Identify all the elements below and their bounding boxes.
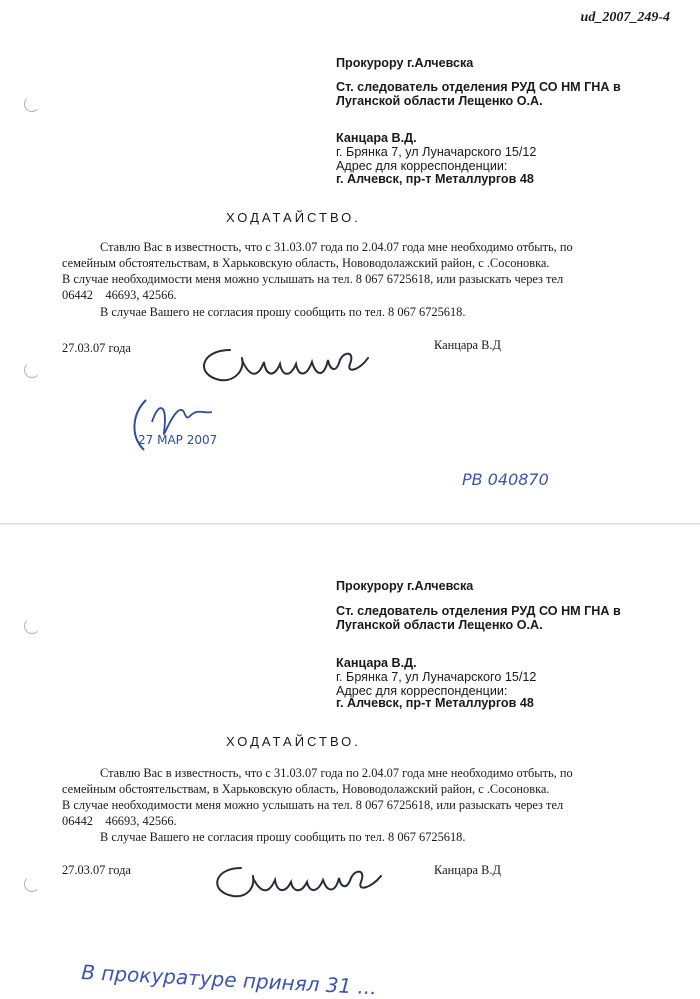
- date: 27.03.07 года: [62, 863, 131, 877]
- correspondence-address: г. Алчевск, пр-т Металлургов 48: [336, 172, 534, 186]
- paragraph-2-line-2: 06442 46693, 42566.: [62, 288, 177, 302]
- paragraph-1-line-1: Ставлю Вас в известность, что с 31.03.07 года по 2.04.07 года мне необходимо отбыть, по: [100, 240, 573, 254]
- document-id: ud_2007_249-4: [580, 10, 670, 25]
- paragraph-2-line-1: В случае необходимости меня можно услышать на тел. 8 067 6725618, или разыскать через тел: [62, 798, 564, 812]
- petition-title: ХОДАТАЙСТВО.: [226, 734, 361, 749]
- investigator-line-2: Луганской области Лещенко О.А.: [336, 618, 543, 632]
- copy-divider: [0, 523, 700, 525]
- signature-icon: [205, 852, 405, 902]
- sender-name: Канцара В.Д.: [336, 131, 417, 145]
- paragraph-2-line-2: 06442 46693, 42566.: [62, 814, 177, 828]
- stamp-date: 27 МАР 2007: [138, 433, 218, 447]
- investigator-line-1: Ст. следователь отделения РУД СО НМ ГНА в: [336, 80, 621, 94]
- investigator-line-1: Ст. следователь отделения РУД СО НМ ГНА в: [336, 604, 621, 618]
- signature-icon: [190, 330, 390, 390]
- stamp-icon: [128, 392, 238, 462]
- correspondence-label: Адрес для корреспонденции:: [336, 159, 508, 173]
- correspondence-address: г. Алчевск, пр-т Металлургов 48: [336, 696, 534, 710]
- signer-name: Канцара В.Д: [434, 863, 501, 877]
- date: 27.03.07 года: [62, 341, 131, 355]
- sender-address: г. Брянка 7, ул Луначарского 15/12: [336, 670, 537, 684]
- petition-title: ХОДАТАЙСТВО.: [226, 210, 361, 225]
- paragraph-3: В случае Вашего не согласия прошу сообщить по тел. 8 067 6725618.: [100, 830, 466, 844]
- correspondence-label: Адрес для корреспонденции:: [336, 684, 508, 698]
- bottom-handwritten-note: В прокуратуре принял 31 ...: [80, 960, 378, 999]
- punch-hole-1: [24, 96, 40, 112]
- punch-hole-3: [24, 618, 40, 634]
- signer-name: Канцара В.Д: [434, 338, 501, 352]
- recipient: Прокурору г.Алчевска: [336, 56, 474, 70]
- sender-name: Канцара В.Д.: [336, 656, 417, 670]
- recipient: Прокурору г.Алчевска: [336, 579, 474, 593]
- sender-address: г. Брянка 7, ул Луначарского 15/12: [336, 145, 537, 159]
- paragraph-1-line-1: Ставлю Вас в известность, что с 31.03.07 года по 2.04.07 года мне необходимо отбыть, по: [100, 766, 573, 780]
- paragraph-3: В случае Вашего не согласия прошу сообщить по тел. 8 067 6725618.: [100, 305, 466, 319]
- investigator-line-2: Луганской области Лещенко О.А.: [336, 94, 543, 108]
- punch-hole-4: [24, 876, 40, 892]
- paragraph-1-line-2: семейным обстоятельствам, в Харьковскую область, Нововодолажский район, с .Сосоновка.: [62, 256, 550, 270]
- paragraph-1-line-2: семейным обстоятельствам, в Харьковскую область, Нововодолажский район, с .Сосоновка.: [62, 782, 550, 796]
- paragraph-2-line-1: В случае необходимости меня можно услышать на тел. 8 067 6725618, или разыскать через тел: [62, 272, 564, 286]
- punch-hole-2: [24, 362, 40, 378]
- registration-note: РВ 040870: [462, 470, 549, 489]
